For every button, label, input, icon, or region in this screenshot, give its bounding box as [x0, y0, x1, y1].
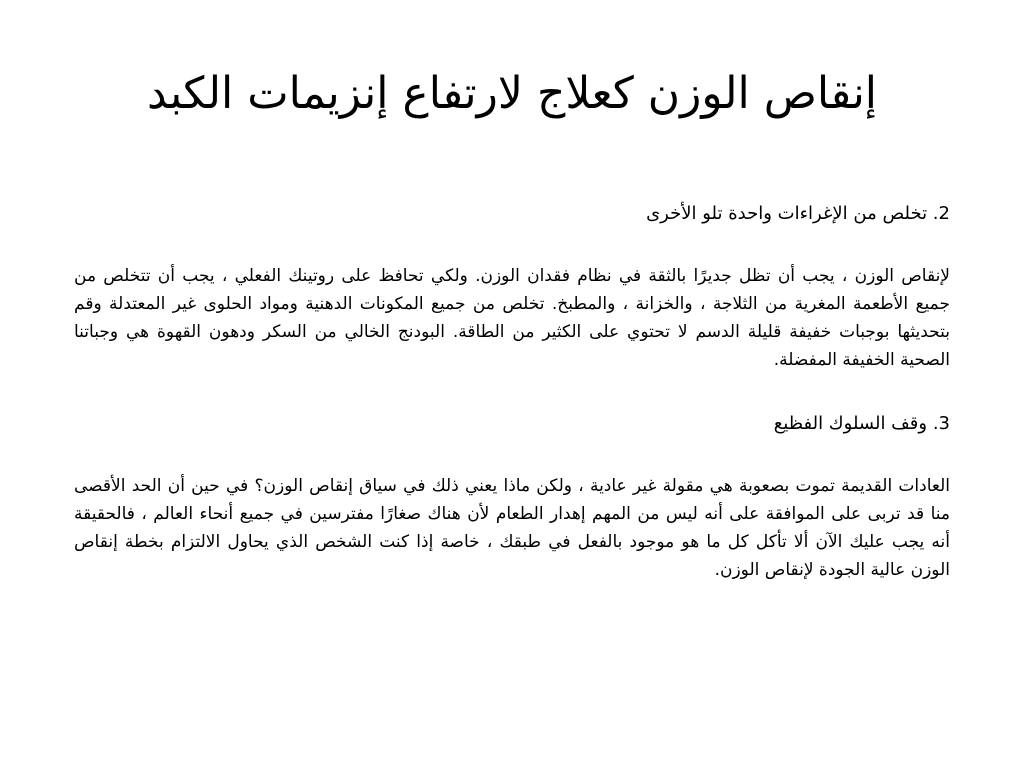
section-body-2: لإنقاص الوزن ، يجب أن تظل جديرًا بالثقة في نظام فقدان الوزن. ولكي تحافظ على روتينك الفعلي ، يجب أن تتخلص من جميع الأطعمة المغرية من الثلاجة ، والخزانة ، والمطبخ. تخلص من جميع المكونات الدهنية ومواد الحلوى غير المعتدلة وقم بتحديثها بوجبات خفيفة قليلة الدسم لا تحتوي على الكثير من الطاقة. البودنج الخالي من السكر ودهون القهوة هي وجباتنا الصحية الخفيفة المفضلة.	[74, 266, 950, 370]
section-heading-3: 3. وقف السلوك الفظيع	[773, 413, 950, 434]
slide-content	[74, 200, 950, 620]
slide-title: إنقاص الوزن كعلاج لارتفاع إنزيمات الكبد	[146, 68, 878, 119]
section-heading-2: 2. تخلص من الإغراءات واحدة تلو الأخرى	[646, 203, 950, 224]
section-body-3: العادات القديمة تموت بصعوبة هي مقولة غير عادية ، ولكن ماذا يعني ذلك في سياق إنقاص الوزن؟ في حين أن الحد الأقصى منا قد تربى على الموافقة على أنه ليس من المهم إهدار الطعام لأن هناك صغارًا مفترسين في جميع أنحاء العالم ، فالحقيقة أنه يجب عليك الآن ألا تأكل كل ما هو موجود بالفعل في طبقك ، خاصة إذا كنت الشخص الذي يحاول الالتزام بخطة إنقاص الوزن عالية الجودة لإنقاص الوزن.	[74, 476, 950, 580]
